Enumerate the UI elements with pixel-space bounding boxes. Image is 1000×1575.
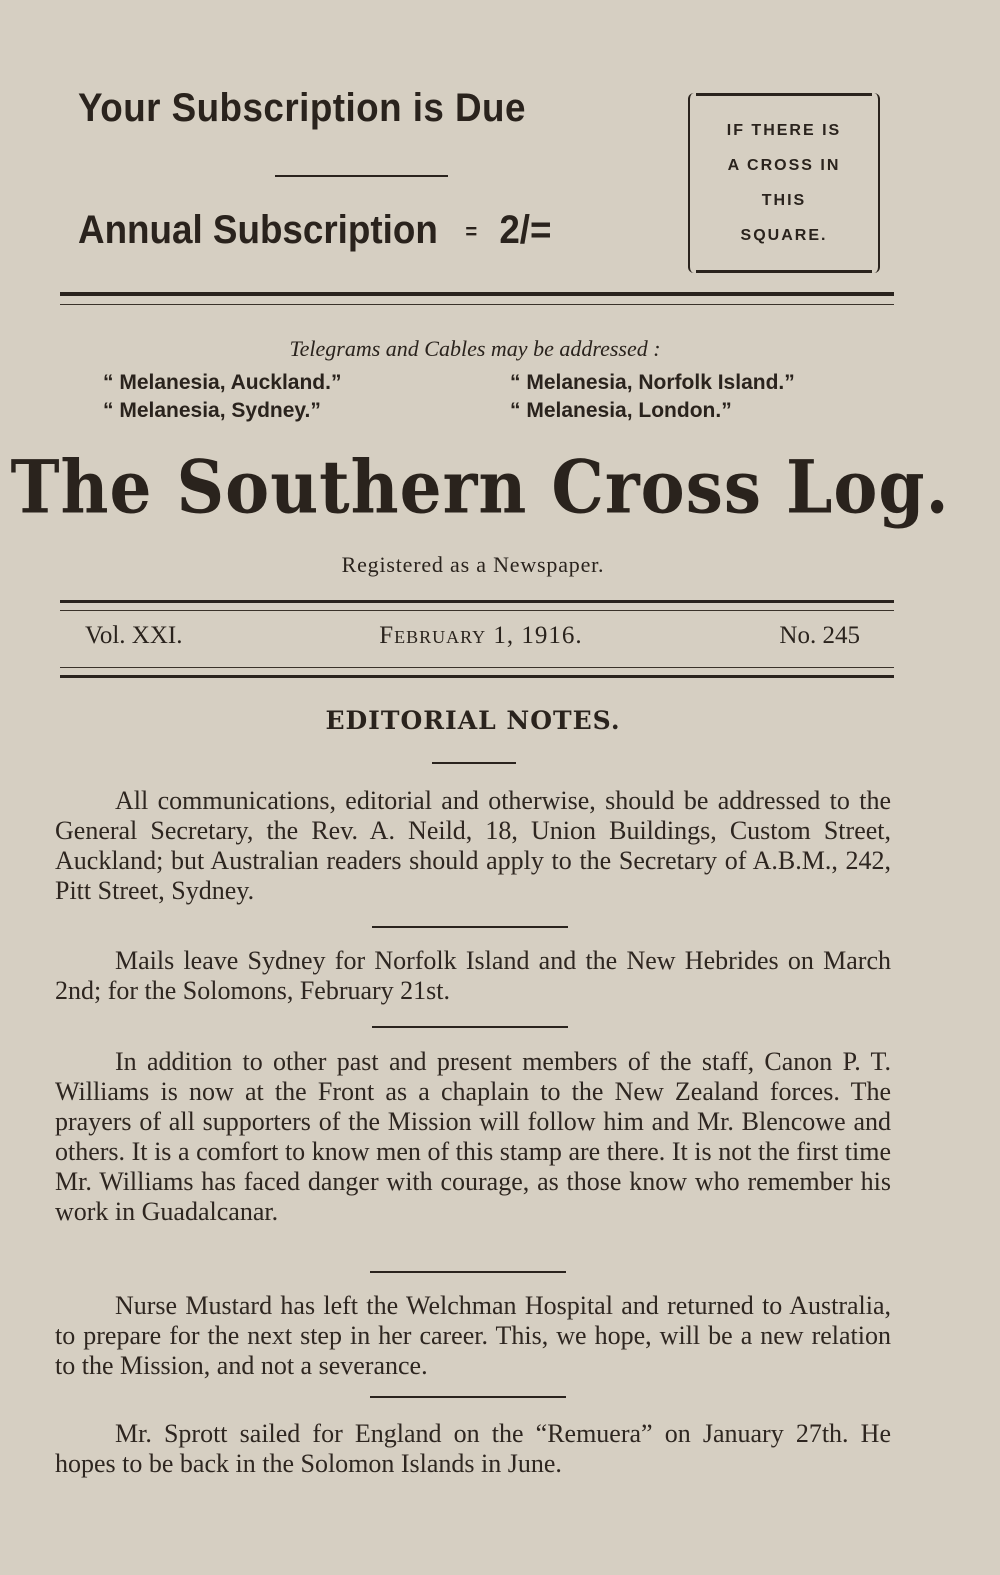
issue-date: February 1, 1916. [379, 622, 583, 649]
editorial-paragraph: In addition to other past and present members of the staff, Canon P. T. Williams is now at the Front as a chaplain to the New Zealand forces. The prayers of all supporters of the Mission will follow him and Mr. Blencowe and others. It is a comfort to know men of this stamp are there. It is not the first time Mr. Williams has faced danger with courage, as those know who remember his work in Guadalcanar. [55, 1047, 891, 1226]
paragraph-separator [372, 926, 568, 928]
header-rule-thin [60, 304, 894, 305]
paragraph-separator [372, 1026, 568, 1028]
annual-subscription-line [78, 208, 552, 253]
issue-info-row [85, 622, 860, 650]
section-heading: EDITORIAL NOTES. [325, 706, 621, 735]
telegrams-heading: Telegrams and Cables may be addressed : [289, 336, 661, 361]
volume-number: Vol. XXI. [85, 622, 183, 649]
paragraph-separator [370, 1396, 566, 1398]
masthead-title: The Southern Cross Log. [10, 444, 950, 530]
editorial-paragraph: Mr. Sprott sailed for England on the “Remuera” on January 27th. He hopes to be back in the Solomon Islands in June. [55, 1419, 891, 1478]
annual-subscription-label: Annual Subscription [78, 208, 438, 252]
address-sydney: “ Melanesia, Sydney.” [103, 399, 321, 422]
address-london: “ Melanesia, London.” [510, 399, 732, 422]
paragraph-separator [370, 1271, 566, 1273]
issue-rule-top-thick [60, 600, 894, 603]
editorial-paragraph: Nurse Mustard has left the Welchman Hospital and returned to Australia, to prepare for the next step in her career. This, we hope, will be a new relation to the Mission, and not a severance. [55, 1291, 891, 1380]
address-auckland: “ Melanesia, Auckland.” [103, 371, 342, 394]
cross-box-line: A CROSS IN [727, 157, 841, 174]
cross-box-line: IF THERE IS [726, 122, 842, 139]
cross-box-line: SQUARE. [740, 227, 828, 244]
editorial-paragraph: All communications, editorial and otherwise, should be addressed to the General Secretary, the Rev. A. Neild, 18, Union Buildings, Custom Street, Auckland; but Australian readers should apply to the Secretary of A.B.M., 242, Pitt Street, Sydney. [55, 786, 891, 905]
subscription-divider [275, 175, 448, 177]
section-heading-rule [432, 762, 516, 764]
issue-rule-bottom-thick [60, 675, 894, 678]
cross-square-box [688, 93, 880, 273]
subscription-due-headline: Your Subscription is Due [78, 86, 526, 130]
issue-rule-top-thin [60, 610, 894, 611]
issue-rule-bottom-thin [60, 667, 894, 668]
header-rule-thick [60, 292, 894, 296]
subscription-price: 2/= [499, 208, 552, 252]
issue-number: No. 245 [779, 622, 860, 649]
equals-sign: = [465, 219, 478, 245]
editorial-paragraph: Mails leave Sydney for Norfolk Island and the New Hebrides on March 2nd; for the Solomons, February 21st. [55, 946, 891, 1005]
cross-box-line: THIS [761, 192, 807, 209]
registered-newspaper-note: Registered as a Newspaper. [341, 552, 605, 577]
address-norfolk-island: “ Melanesia, Norfolk Island.” [510, 371, 795, 394]
